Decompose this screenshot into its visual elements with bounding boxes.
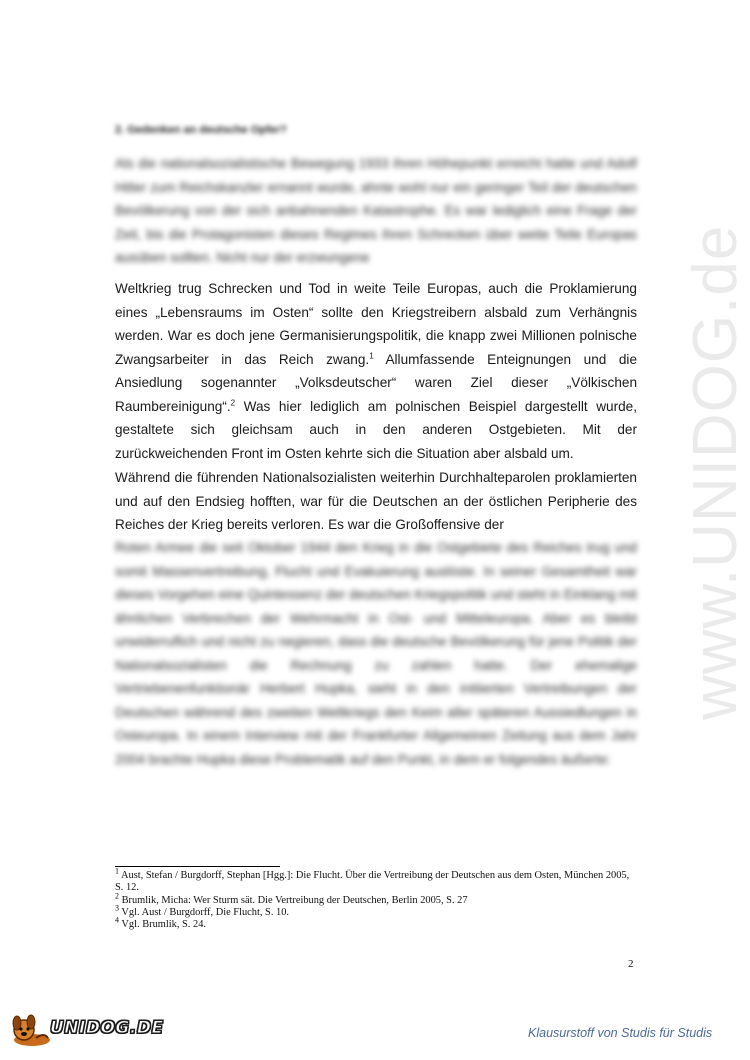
logo-text: UNIDOG.DE xyxy=(50,1018,164,1038)
visible-paragraph-1 xyxy=(115,277,637,465)
paragraph-2-text: Während die führenden Nationalsozialisten weiterhin Durchhalteparolen proklamierten und auf den Endsieg hofften, war für die Deutschen an der östlichen Peripherie des Reiches der Krieg bereits verloren. Es war die Großoffensive der xyxy=(115,470,637,532)
footer-slogan: Klausurstoff von Studis für Studis xyxy=(528,1026,713,1040)
watermark-text: www.UNIDOG.de xyxy=(681,224,750,720)
footnote-text: Brumlik, Micha: Wer Sturm sät. Die Vertreibung der Deutschen, Berlin 2005, S. 27 xyxy=(119,894,468,906)
blurred-paragraph-bottom: Roten Armee die seit Oktober 1944 den Krieg in die Ostgebiete des Reiches trug und somit Massenvertreibung, Flucht und Evakuierung auslöste. In seiner Gesamtheit war dieses Vorgehen eine Quintessenz der deutschen Kriegspolitik und steht in Einklang mit ähnlichen Verbrechen der Wehrmacht in Ost- und Mitteleuropa. Aber es bleibt unwiderruflich und nicht zu negieren, dass die deutsche Bevölkerung für jene Politik der Nationalsozialisten die Rechnung zu zahlen hatte. Der ehemalige Vertriebenenfunktionär Herbert Hupka, sieht in den initiierten Vertreibungen der Deutschen während des zweiten Weltkriegs den Keim aller späteren Aussiedlungen in Osteuropa. In einem Interview mit der Frankfurter Allgemeinen Zeitung aus dem Jahr 2004 brachte Hupka diese Problematik auf den Punkt, in dem er folgendes äußerte: xyxy=(115,540,637,767)
footnotes xyxy=(115,866,635,931)
paragraph-1-text-b: Allumfassende Enteignungen und die Ansiedlung sogenannter „Volksdeutscher“ waren Ziel dieser „Völkischen Raumbereinigung“. xyxy=(115,351,638,414)
blurred-paragraph-top: Als die nationalsozialistische Bewegung 1933 ihren Höhepunkt erreicht hatte und Adolf Hitler zum Reichskanzler ernannt wurde, ahnte wohl nur ein geringer Teil der deutschen Bevölkerung von der sich anbahnenden Katastrophe. Es war lediglich eine Frage der Zeit, bis die Protagonisten dieses Regimes ihren Schrecken über weite Teile Europas ausüben sollten. Nicht nur der erzwungene xyxy=(115,156,637,265)
footnote-text: Vgl. Aust / Burgdorff, Die Flucht, S. 10. xyxy=(119,906,290,918)
footnote-item xyxy=(115,866,635,895)
footnote-ref-1: 1 xyxy=(369,350,374,360)
footnote-number: 3 xyxy=(115,903,119,913)
paragraph-1-text-c: Was hier lediglich am polnischen Beispiel dargestellt wurde, gestaltete sich gleichsam auch in den anderen Ostgebieten. Mit der zurückweichenden Front im Osten kehrte sich die Situation aber alsbald um. xyxy=(115,398,637,461)
footnote-number: 2 xyxy=(115,891,119,901)
footnote-text: Aust, Stefan / Burgdorff, Stephan [Hgg.]: Die Flucht. Über die Vertreibung der Deutschen aus dem Osten, München 2005, S. 12. xyxy=(115,870,630,894)
footnote-text: Vgl. Brumlik, S. 24. xyxy=(119,919,206,931)
footnote-divider xyxy=(115,866,280,867)
visible-paragraph-2 xyxy=(115,466,637,537)
footnote-ref-2: 2 xyxy=(230,397,236,407)
footnote-number: 4 xyxy=(115,915,119,925)
footnote-item xyxy=(115,915,635,931)
footnote-number: 1 xyxy=(115,866,119,876)
footnote-item xyxy=(115,903,635,919)
paragraph-1-text-a: Weltkrieg trug Schrecken und Tod in weite Teile Europas, auch die Proklamierung eines „Lebensraums im Osten“ sollte den Kriegstreibern alsbald zum Verhängnis werden. War es doch jene Germanisierungspolitik, die knapp zwei Millionen polnische Zwangsarbeiter in das Reich zwang. xyxy=(115,281,637,367)
footnote-item xyxy=(115,891,635,907)
page-number: 2 xyxy=(628,958,634,970)
section-heading: 2. Gedenken an deutsche Opfer? xyxy=(115,124,287,136)
